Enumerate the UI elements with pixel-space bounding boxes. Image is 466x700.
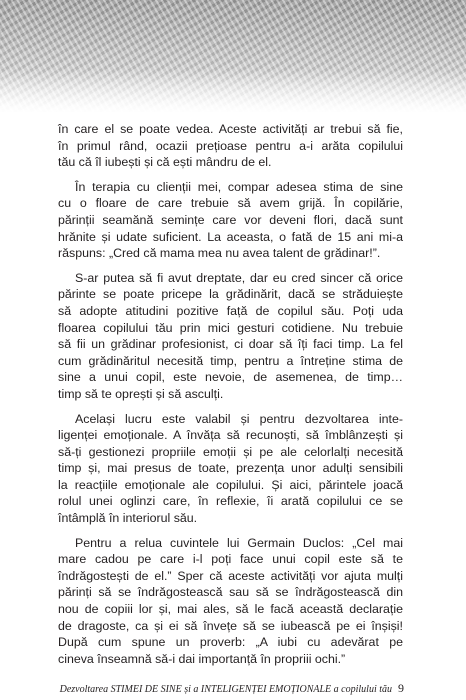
page-footer [20,681,404,696]
text-line: floarea copilului tău prin mici gesturi cotidiene. Nu trebuie [58,320,403,335]
text-line: ligenței emoționale. A învăța să recunoști, să îmblânzești și [58,428,403,443]
text-line: să adopte atitudini pozitive față de copilul său. Poți uda [58,303,403,318]
text-line: răspuns: „Cred că mama mea nu avea talent de grădinar!”. [58,246,381,261]
paragraph-3 [58,270,403,403]
text-line: timp și, mai presus de toate, prezența unor adulți sensibili [58,461,403,476]
text-line: părinte se poate pricepe la grădinărit, dacă se străduiește [58,287,403,302]
paragraph-4 [58,411,403,527]
text-line: În terapia cu clienții mei, compar adesea stima de sine [75,179,403,194]
text-line: cu o floare de care trebuie să avem grijă. În copilărie, [58,196,403,211]
text-line: După cum spune un proverb: „A iubi cu adevărat pe [58,635,403,650]
text-line: părinți să se îndrăgostească sau să se îndrăgostească din [58,585,403,600]
paragraph-5 [58,535,403,668]
body-text [58,121,403,675]
text-line: în care el se poate vedea. Aceste activități ar trebui să fie, [58,122,403,136]
text-line: cum grădinăritul necesită timp, pentru a întreține stima de [58,353,403,368]
text-line: întâmplă în interiorul său. [58,511,198,526]
text-line: rolul unei oglinzi care, în reflexie, îi arată copilului ce se [58,494,403,509]
page-number: 9 [398,681,404,695]
text-line: Pentru a relua cuvintele lui Germain Duclos: „Cel mai [75,535,403,550]
text-line: părinții seamănă semințe care vor deveni flori, dacă sunt [58,212,403,227]
text-line: nou de copiii lor și, mai ales, să le facă această declarație [58,602,403,617]
paragraph-2 [58,179,403,262]
text-line: să-ți gestionezi propriile emoții și pe ale celorlalți necesită [58,444,403,459]
text-line: să fii un grădinar profesionist, ci doar să îți faci timp. La fel [58,337,403,352]
running-title: Dezvoltarea STIMEI DE SINE și a INTELIGENȚEI EMOȚIONALE a copilului tău [59,684,392,695]
text-line: hrănite și udate suficient. La aceasta, o fată de 15 ani mi-a [58,229,403,244]
text-line: timp să te oprești și să asculți. [58,386,224,401]
text-line: de dragoste, ca și ei să învețe să se iubească pe ei înșiși! [58,618,403,633]
text-line: îndrăgostești de el.” Sper că aceste activități vor ajuta mulți [58,568,403,583]
text-line: tău că îl iubești și că ești mândru de el. [58,155,272,170]
text-line: mare cadou pe care i-l poți face unui copil este să te [58,552,403,567]
header-fade [0,70,466,115]
text-line: sine a unui copil, este nevoie, de asemenea, de timp… [58,370,403,385]
text-line: în primul rând, ocazii prețioase pentru a-i arăta copilului [58,138,403,153]
text-line: S-ar putea să fi avut dreptate, dar eu cred sincer că orice [75,270,403,285]
text-line: la reacțiile emoționale ale copilului. Și aici, părintele joacă [58,477,403,492]
text-line: Același lucru este valabil și pentru dezvoltarea inte- [75,411,403,426]
text-line: cineva înseamnă să-i dai importanță în propriii ochi.” [58,651,346,666]
paragraph-1 [58,121,403,171]
